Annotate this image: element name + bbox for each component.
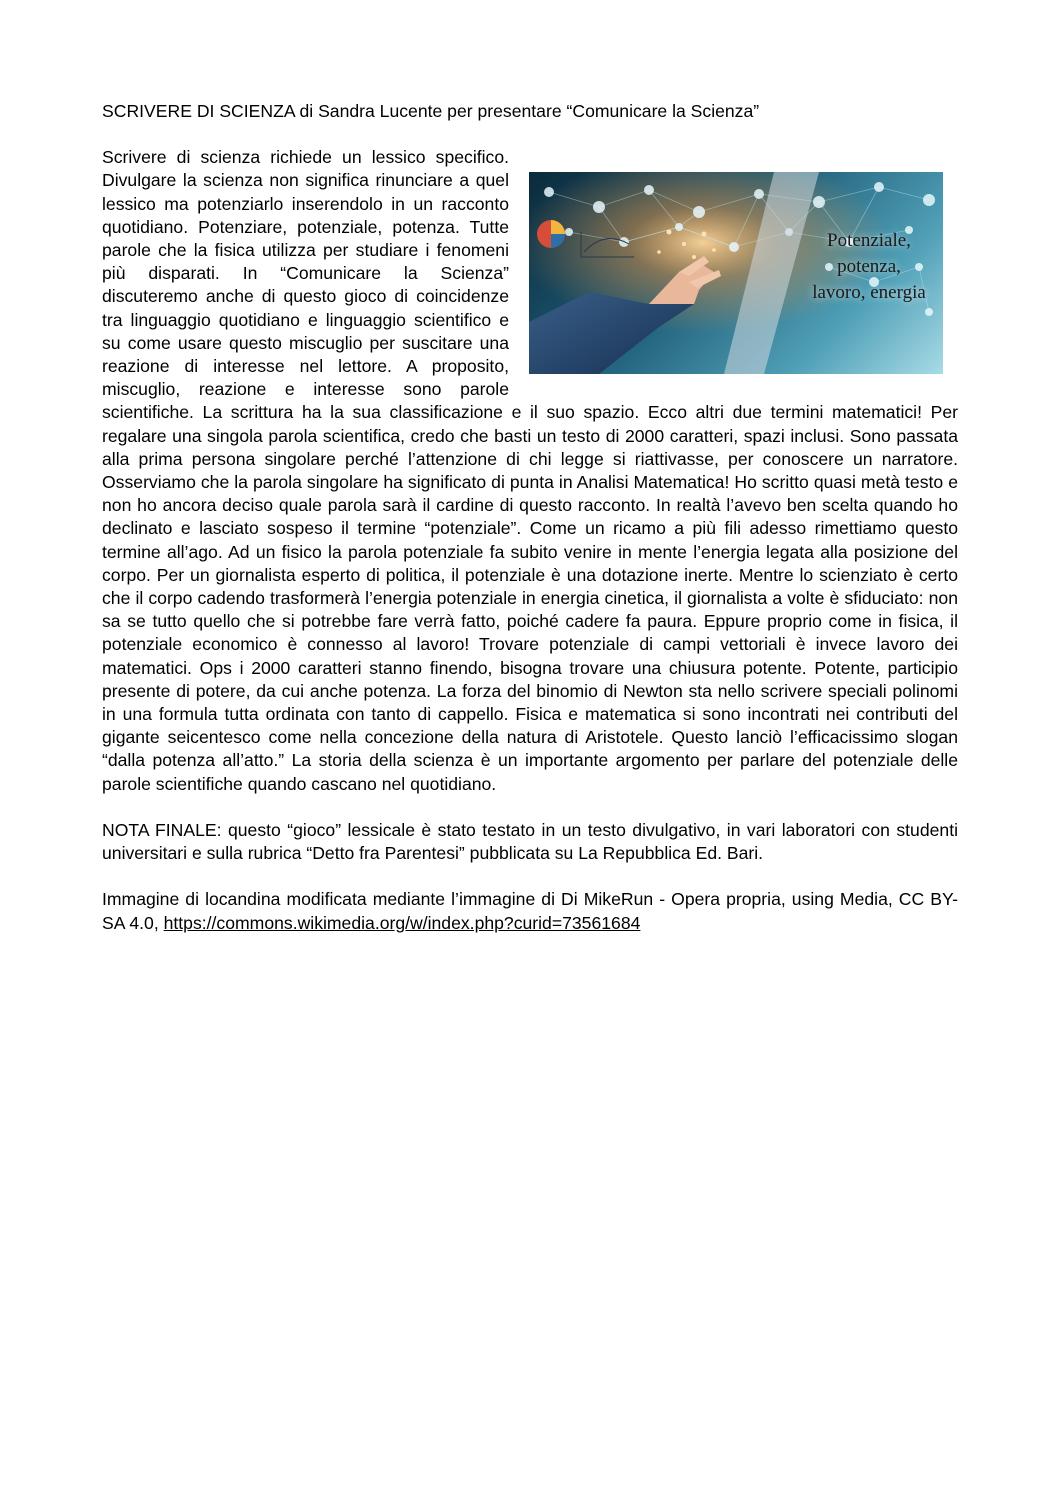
caption-line-3: lavoro, energia bbox=[812, 282, 926, 304]
image-credit-text: Immagine di locandina modificata mediante l’immagine di Di MikeRun - Opera propria, using Media, CC BY-SA 4.0, bbox=[102, 889, 958, 933]
body-paragraph: Scrivere di scienza richiede un lessico specifico. Divulgare la scienza non significa rinunciare a quel lessico ma potenziarlo inserendolo in un racconto quotidiano. Potenziare, potenziale, potenza. Tutte parole che la fisica utilizza per studiare i fenomeni più disparati. In “Comunicare la Scienza” discuteremo anche di questo gioco di coincidenze tra linguaggio quotidiano e linguaggio scientifico e su come usare questo miscuglio per suscitare una reazione di interesse nel lettore. A proposito, miscuglio, reazione e interesse sono parole scientifiche. La scrittura ha la sua classificazione e il suo spazio. Ecco altri due termini matematici! Per regalare una singola parola scientifica, credo che basti un testo di 2000 caratteri, spazi inclusi. Sono passata alla prima persona singolare perché l’attenzione di chi legge si riattivasse, per conoscere un narratore. Osserviamo che la parola singolare ha significato di punta in Analisi Matematica! Ho scritto quasi metà testo e non ho ancora deciso quale parola sarà il cardine di questo racconto. In realtà l’avevo ben scelta quando ho declinato e lasciato sospeso il termine “potenziale”. Come un ricamo a più fili adesso rimettiamo questo termine all’ago. Ad un fisico la parola potenziale fa subito venire in mente l’energia legata alla posizione del corpo. Per un giornalista esperto di politica, il potenziale è una dotazione inerte. Mentre lo scienziato è certo che il corpo cadendo trasformerà l’energia potenziale in energia cinetica, il giornalista a volte è sfiduciato: non sa se tutto quello che si potrebbe fare verrà fatto, poiché cadere fa paura. Eppure proprio come in fisica, il potenziale economico è connesso al lavoro! Trovare potenziale di campi vettoriali è invece lavoro dei matematici. Ops i 2000 caratteri stanno finendo, bisogna trovare una chiusura potente. Potente, participio presente di potere, da cui anche potenza. La forza del binomio di Newton sta nello scrivere speciali polinomi in una formula tutta ordinata con tanto di cappello. Fisica e matematica si sono incontrati nei contributi del gigante seicentesco come nella concezione della natura di Aristotele. Questo lanciò l’efficacissimo slogan “dalla potenza all’atto.” La storia della scienza è un importante argomento per parlare del potenziale delle parole scientifiche quando cascano nel quotidiano. bbox=[102, 147, 958, 794]
poster-image bbox=[529, 172, 943, 374]
document-body bbox=[102, 100, 958, 935]
image-credit bbox=[102, 888, 958, 934]
caption-line-2: potenza, bbox=[837, 256, 901, 278]
final-note: NOTA FINALE: questo “gioco” lessicale è stato testato in un testo divulgativo, in vari laboratori con studenti universitari e sulla rubrica “Detto fra Parentesi” pubblicata su La Repubblica Ed. Bari. bbox=[102, 819, 958, 864]
credit-link[interactable]: https://commons.wikimedia.org/w/index.php?curid=73561684 bbox=[163, 912, 641, 933]
caption-line-1: Potenziale, bbox=[827, 230, 911, 252]
document-title: SCRIVERE DI SCIENZA di Sandra Lucente per presentare “Comunicare la Scienza” bbox=[102, 101, 760, 121]
poster-caption bbox=[791, 228, 943, 306]
